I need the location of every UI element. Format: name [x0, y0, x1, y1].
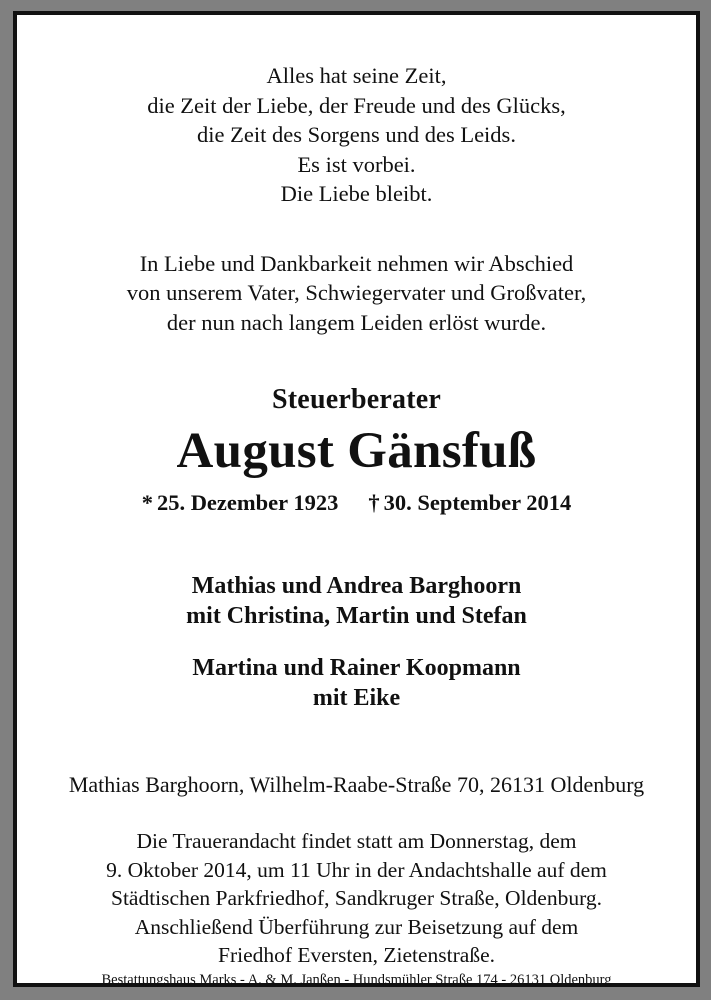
- funeral-home-footer: Bestattungshaus Marks - A. & M. Janßen - Hundsmühler Straße 174 - 26131 Oldenburg: [101, 971, 612, 988]
- verse-line: die Zeit des Sorgens und des Leids.: [197, 122, 516, 147]
- contact-address: Mathias Barghoorn, Wilhelm-Raabe-Straße 70, 26131 Oldenburg: [68, 772, 645, 797]
- service-line: Friedhof Eversten, Zietenstraße.: [217, 943, 495, 967]
- service-line: Anschließend Überführung zur Beisetzung auf dem: [134, 914, 579, 939]
- verse-block: [35, 61, 678, 209]
- mourner-group: [35, 571, 678, 631]
- service-line: Die Trauerandacht findet statt am Donnerstag, dem: [136, 829, 577, 853]
- mourner-primary: Mathias und Andrea Barghoorn: [191, 573, 522, 599]
- mourner-secondary: mit Eike: [312, 685, 401, 711]
- mourner-primary: Martina und Rainer Koopmann: [192, 655, 521, 681]
- service-details: [35, 827, 678, 970]
- verse-line: Es ist vorbei.: [297, 151, 416, 177]
- farewell-line: der nun nach langem Leiden erlöst wurde.: [166, 309, 547, 335]
- asterisk-birth-symbol: *: [141, 490, 153, 515]
- obituary-inner-border: [13, 11, 700, 987]
- life-dates: [35, 489, 678, 517]
- obituary-notice: [17, 15, 696, 988]
- profession-title: Steuerberater: [272, 384, 441, 415]
- service-line: 9. Oktober 2014, um 11 Uhr in der Andachtshalle auf dem: [106, 857, 607, 882]
- service-line: Städtischen Parkfriedhof, Sandkruger Straße, Oldenburg.: [110, 886, 602, 910]
- mourners-block: [35, 571, 678, 713]
- verse-line: Die Liebe bleibt.: [280, 181, 433, 206]
- farewell-line: In Liebe und Dankbarkeit nehmen wir Abschied: [139, 250, 574, 276]
- death-date-value: 30. September 2014: [383, 490, 572, 515]
- birth-date-value: 25. Dezember 1923: [156, 490, 339, 515]
- mourner-group: [35, 653, 678, 713]
- verse-line: Alles hat seine Zeit,: [266, 63, 447, 88]
- death-date: [368, 489, 571, 517]
- farewell-block: [35, 249, 678, 338]
- verse-line: die Zeit der Liebe, der Freude und des Glücks,: [147, 92, 566, 118]
- mourner-secondary: mit Christina, Martin und Stefan: [186, 603, 527, 629]
- birth-date: [142, 489, 339, 517]
- dagger-cross-death-symbol: †: [368, 490, 380, 515]
- deceased-name: August Gänsfuß: [176, 423, 537, 479]
- farewell-line: von unserem Vater, Schwiegervater und Großvater,: [126, 280, 587, 305]
